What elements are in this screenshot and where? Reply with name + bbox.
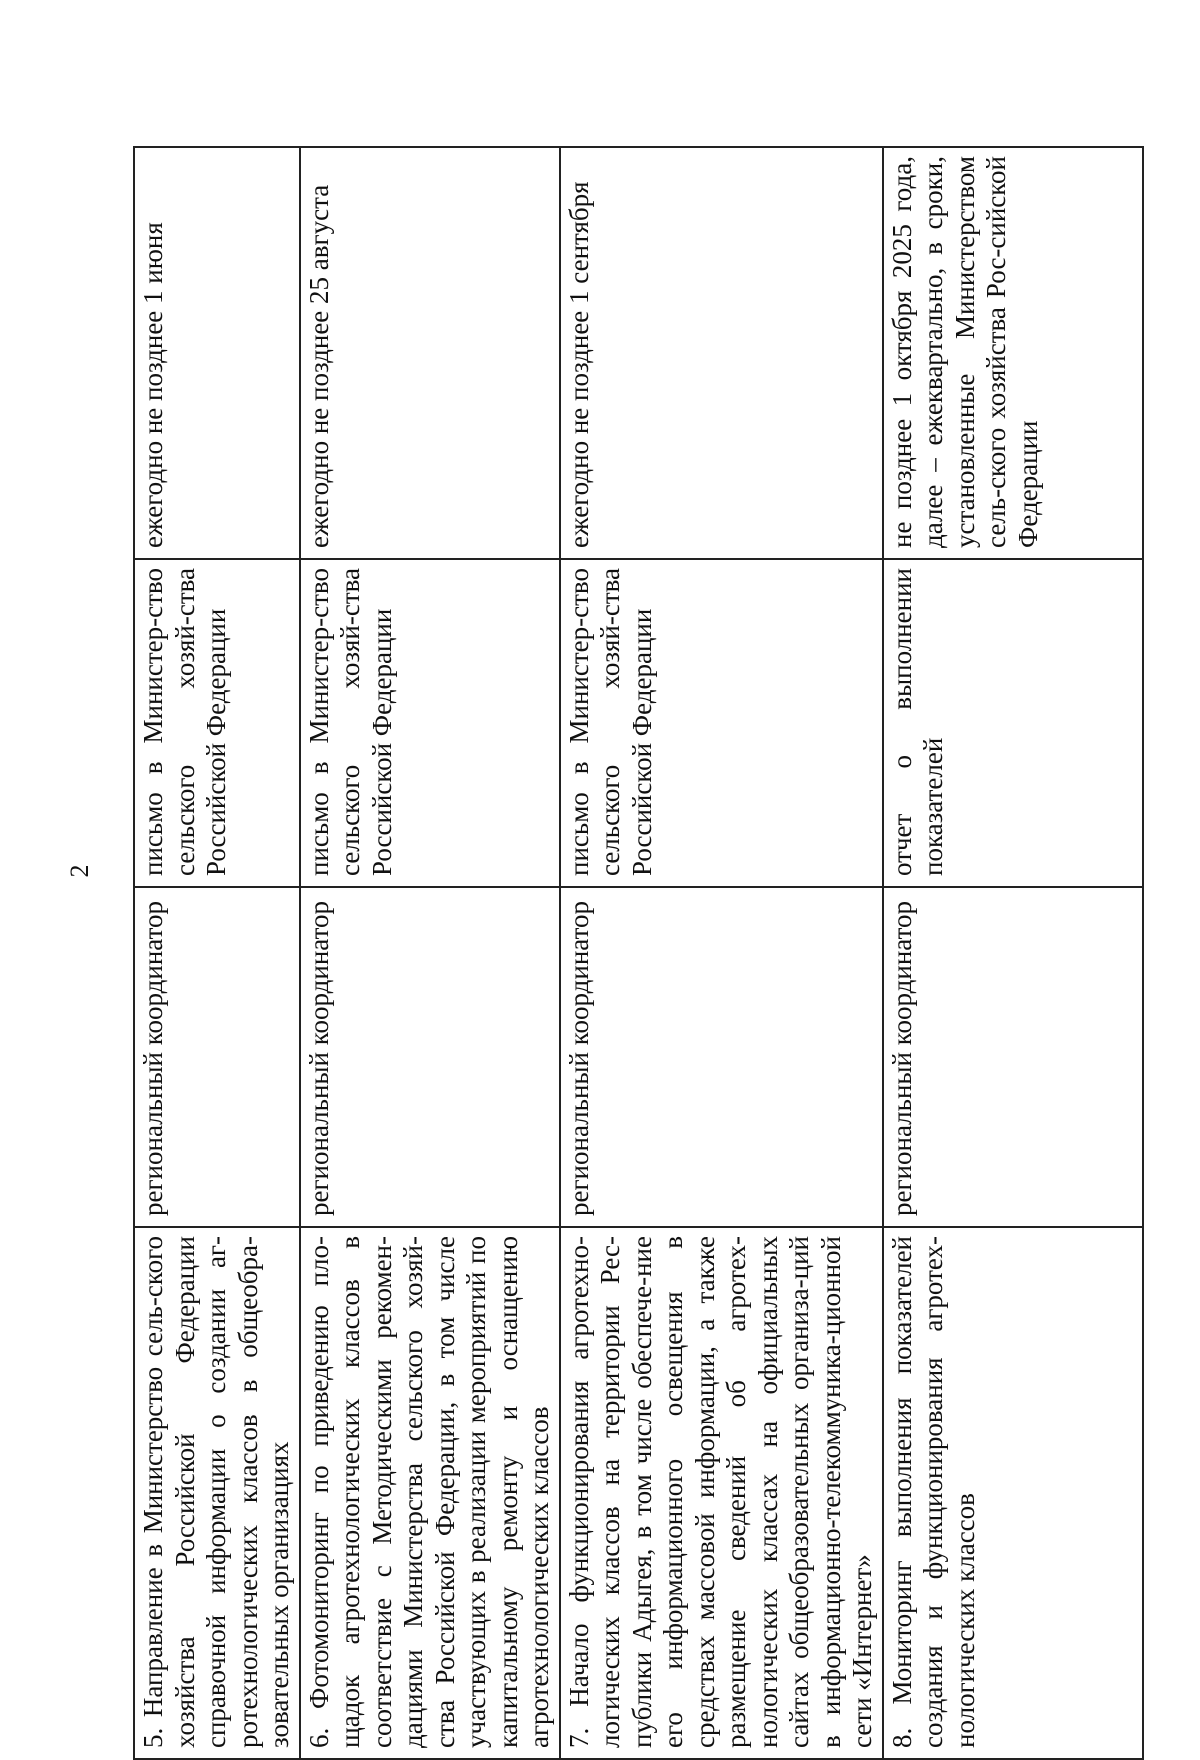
cell-responsible: региональный координатор	[883, 887, 1143, 1227]
cell-action: 5. Направление в Министерство сель-ского хозяйства Российской Федерации справочной информации о создании аг-ротехнологических классов в общеобра-зовательных организациях	[134, 1227, 300, 1759]
cell-responsible: региональный координатор	[300, 887, 560, 1227]
plan-table-container	[133, 148, 1093, 1760]
cell-deadline: ежегодно не позднее 1 июня	[134, 147, 300, 559]
cell-responsible: региональный координатор	[560, 887, 883, 1227]
cell-action: 8. Мониторинг выполнения показателей создания и функционирования агротех-нологических классов	[883, 1227, 1143, 1759]
table-row	[883, 147, 1143, 1759]
cell-action: 6. Фотомониторинг по приведению пло-щадок агротехнологических классов в соответствие с Методическими рекомен-дациями Министерства сельского хозяй-ства Российской Федерации, в том числе участвующих в реализации мероприятий по капитальному ремонту и оснащению агротехнологических классов	[300, 1227, 560, 1759]
cell-deadline: ежегодно не позднее 25 августа	[300, 147, 560, 559]
cell-document: письмо в Министер-ство сельского хозяй-ства Российской Федерации	[134, 559, 300, 887]
page-number: 2	[65, 864, 94, 878]
cell-document: отчет о выполнении показателей	[883, 559, 1143, 887]
table-row	[134, 147, 300, 1759]
cell-action: 7. Начало функционирования агротехно-логических классов на территории Рес-публики Адыгея, в том числе обеспече-ние его информационного освещения в средствах массовой информации, а также размещение сведений об агротех-нологических классах на официальных сайтах общеобразовательных организа-ций в информационно-телекоммуника-ционной сети «Интернет»	[560, 1227, 883, 1759]
table-row	[560, 147, 883, 1759]
plan-table	[133, 146, 1144, 1760]
cell-deadline: не позднее 1 октября 2025 года, далее – ежеквартально, в сроки, установленные Министерством сель-ского хозяйства Рос-сийской Федерации	[883, 147, 1143, 559]
table-row	[300, 147, 560, 1759]
cell-document: письмо в Министер-ство сельского хозяй-ства Российской Федерации	[560, 559, 883, 887]
cell-document: письмо в Министер-ство сельского хозяй-ства Российской Федерации	[300, 559, 560, 887]
cell-deadline: ежегодно не позднее 1 сентября	[560, 147, 883, 559]
cell-responsible: региональный координатор	[134, 887, 300, 1227]
